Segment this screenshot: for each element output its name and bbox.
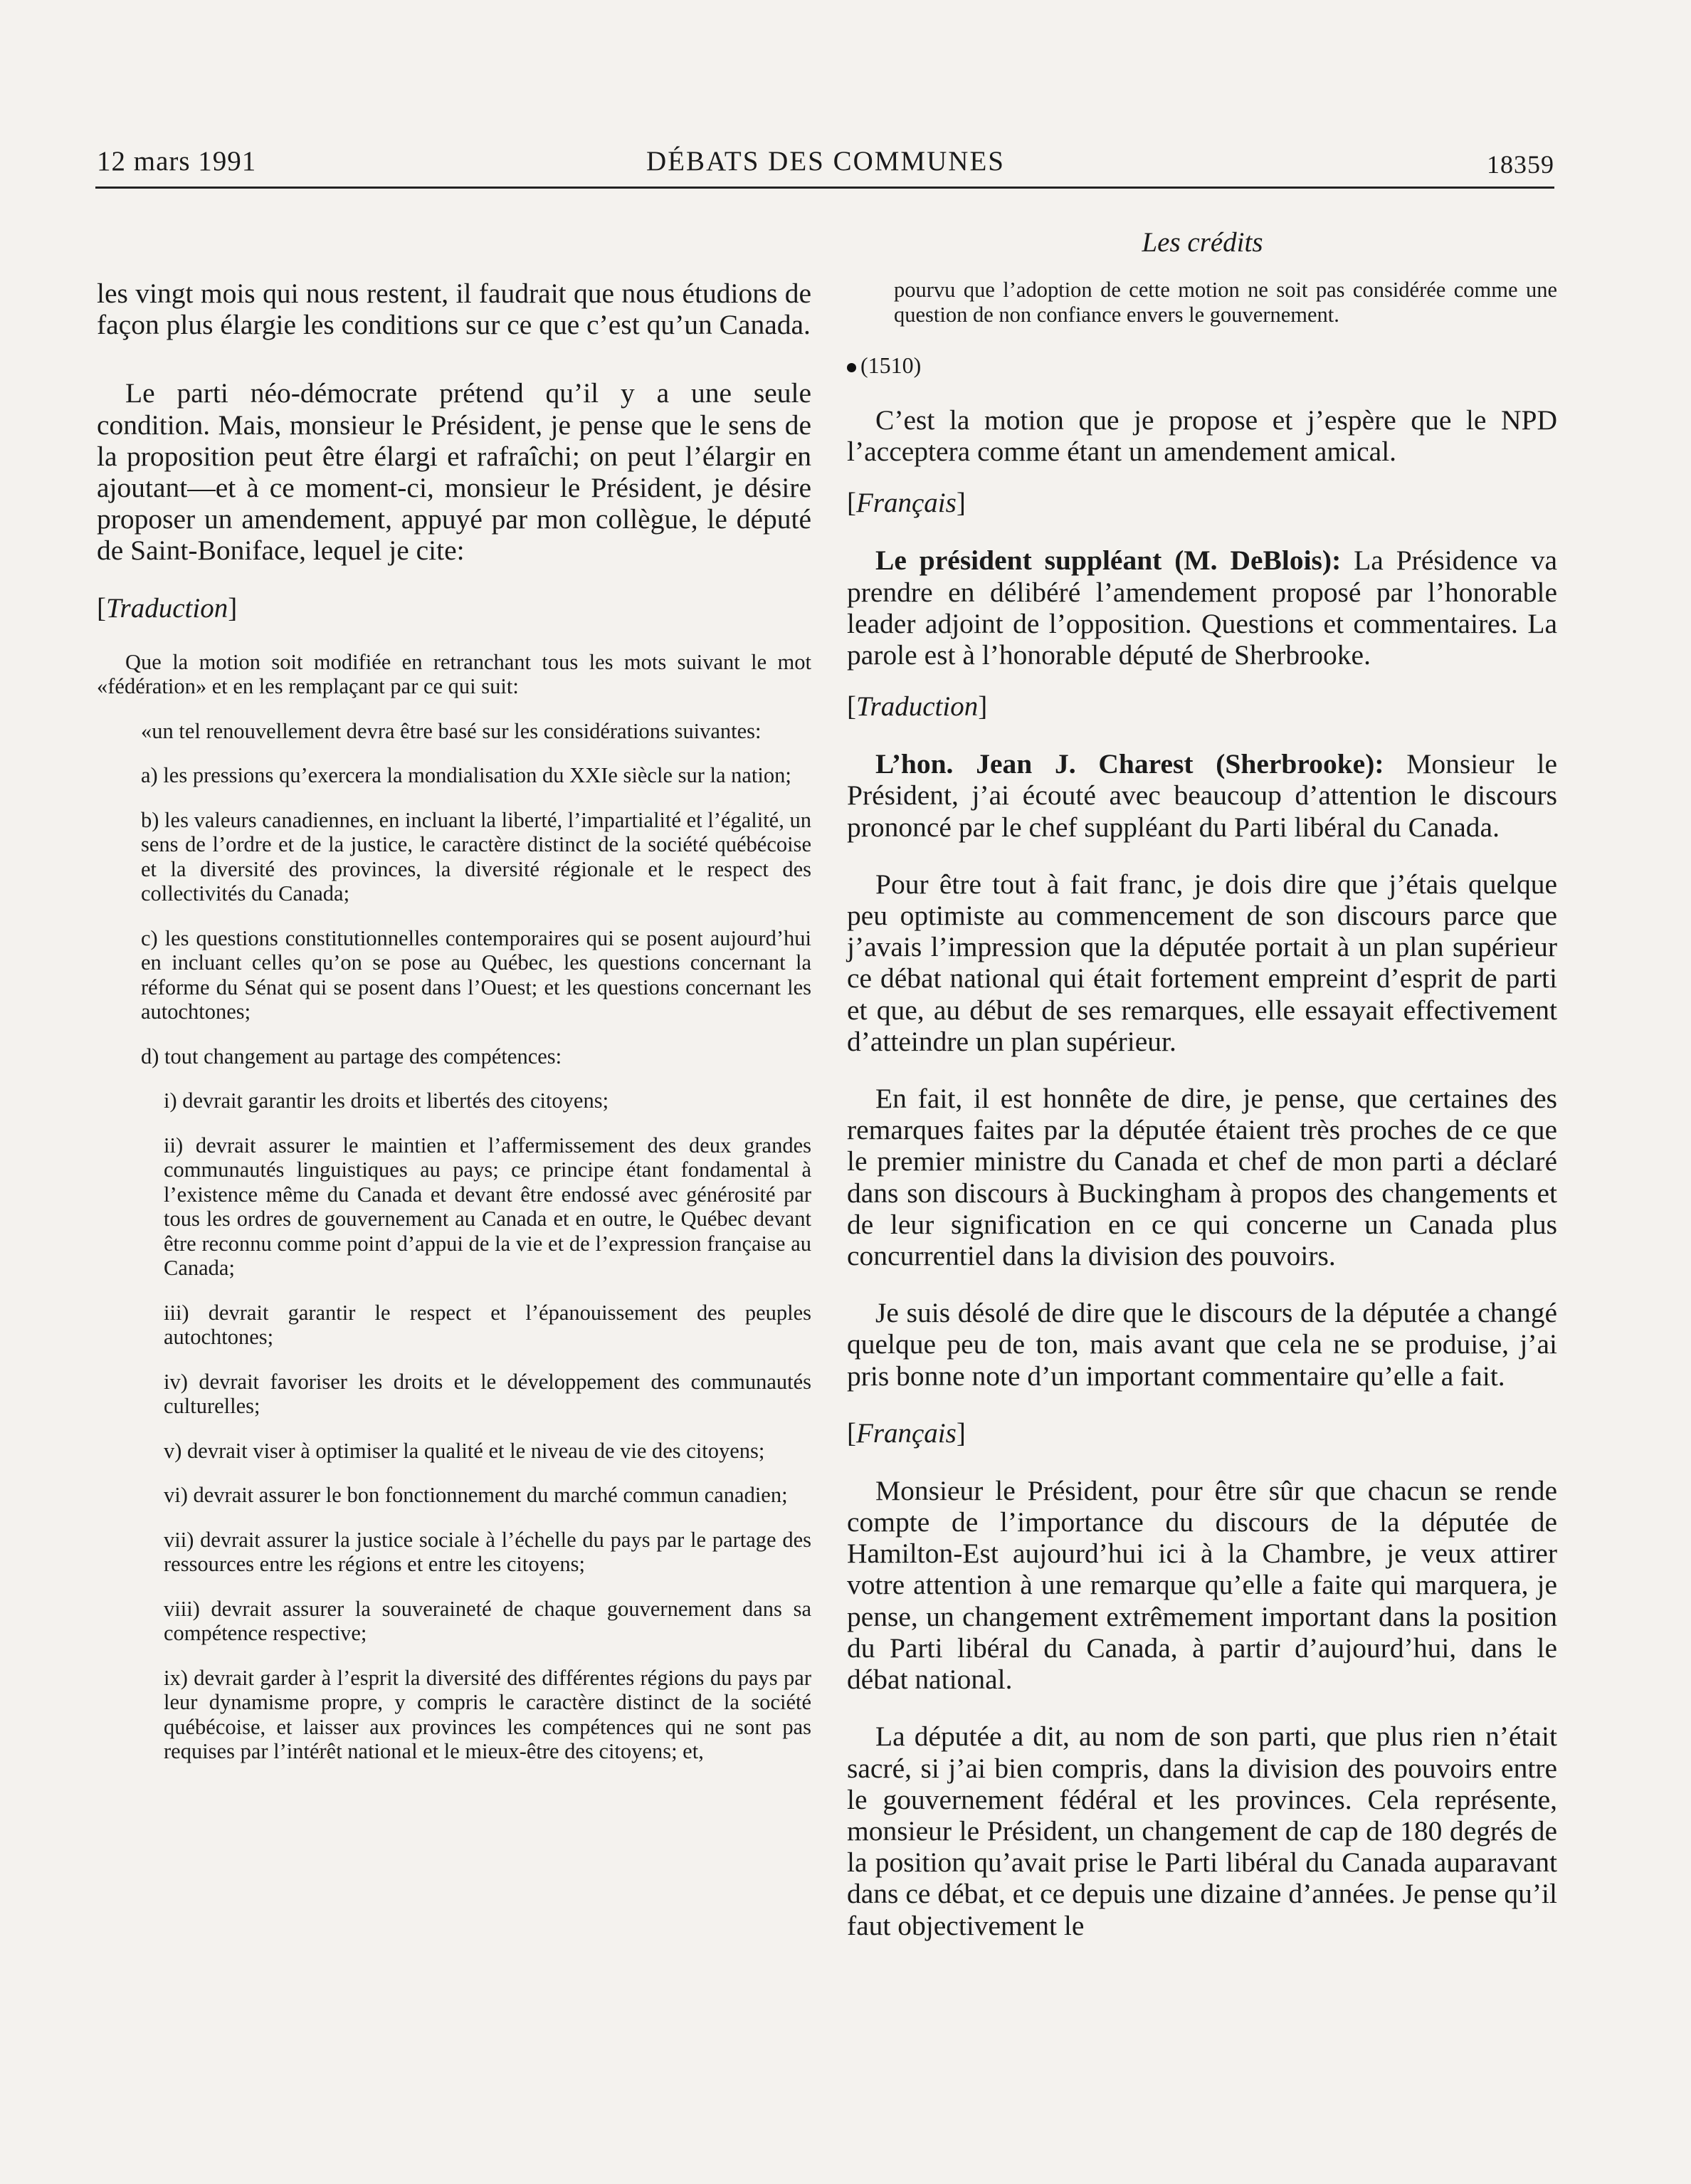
quoted-subclause-i: i) devrait garantir les droits et libertés des citoyens; bbox=[164, 1088, 609, 1113]
right-column bbox=[847, 278, 1557, 1941]
speaker-name: Le président suppléant (M. DeBlois): bbox=[875, 545, 1342, 577]
quoted-clause-a: a) les pressions qu’exercera la mondialisation du XXIe siècle sur la nation; bbox=[141, 763, 791, 788]
quoted-subclause-ii: ii) devrait assurer le maintien et l’affermissement des deux grandes communautés linguistiques au pays; ce principe étant fondamental à l’existence même du Canada et devant être endossé avec générosité par tous les ordres de gouvernement au Canada et en outre, le Québec devant être reconnu comme point d’appui de la vie et de l’expression française au Canada; bbox=[164, 1133, 811, 1281]
running-head: Les crédits bbox=[1142, 227, 1263, 258]
language-marker: [Traduction] bbox=[847, 691, 988, 723]
header-title: DÉBATS DES COMMUNES bbox=[646, 146, 1005, 177]
quoted-subclause-vi: vi) devrait assurer le bon fonctionnement du marché commun canadien; bbox=[164, 1483, 788, 1508]
speaker-paragraph bbox=[847, 748, 1557, 843]
bullet-icon bbox=[847, 363, 856, 372]
paragraph: La députée a dit, au nom de son parti, que plus rien n’était sacré, si j’ai bien compris, dans la division des pouvoirs entre le gouvernement fédéral et les provinces. Cela représente, monsieur le Président, un changement de cap de 180 degrés de la position qu’avait prise le Parti libéral du Canada auparavant dans ce débat, et ce depuis une dizaine d’années. Je pense qu’il faut objectivement le bbox=[847, 1721, 1557, 1941]
time-stamp: (1510) bbox=[860, 352, 922, 378]
paragraph: Le parti néo-démocrate prétend qu’il y a une seule condition. Mais, monsieur le Président, je pense que le sens de la proposition peut être élargi et rafraîchi; on peut l’élargir en ajoutant—et à ce moment-ci, monsieur le Président, je désire proposer un amendement, appuyé par mon collègue, le député de Saint-Boniface, lequel je cite: bbox=[97, 377, 811, 567]
time-marker bbox=[847, 352, 1557, 379]
paragraph: Je suis désolé de dire que le discours de la députée a changé quelque peu de ton, mais avant que cela ne se produise, j’ai pris bonne note d’un important commentaire qu’elle a fait. bbox=[847, 1297, 1557, 1392]
paragraph: Pour être tout à fait franc, je dois dire que j’étais quelque peu optimiste au commencement de son discours parce que j’avais l’impression que la députée portait à un plan supérieur ce débat national qui était fortement empreint d’esprit de parti et que, au début de ses remarques, elle essayait effectivement d’atteindre un plan supérieur. bbox=[847, 868, 1557, 1057]
paragraph: C’est la motion que je propose et j’espère que le NPD l’acceptera comme étant un amendement amical. bbox=[847, 404, 1557, 468]
quoted-motion-intro: Que la motion soit modifiée en retranchant tous les mots suivant le mot «fédération» et en les remplaçant par ce qui suit: bbox=[97, 649, 811, 699]
speaker-paragraph bbox=[847, 545, 1557, 671]
quoted-clause-d: d) tout changement au partage des compétences: bbox=[141, 1044, 562, 1069]
language-marker-label: Traduction bbox=[856, 691, 979, 723]
paragraph: Monsieur le Président, pour être sûr que chacun se rende compte de l’importance du discours de la députée de Hamilton-Est aujourd’hui ici à la Chambre, je veux attirer votre attention à une remarque qu’elle a faite qui marquera, je pense, un changement extrêmement important dans la position du Parti libéral du Canada, à partir d’aujourd’hui, dans le débat national. bbox=[847, 1474, 1557, 1696]
page-header bbox=[97, 145, 1554, 188]
paragraph: En fait, il est honnête de dire, je pense, que certaines des remarques faites par la députée étaient très proches de ce que le premier ministre du Canada et chef de mon parti a déclaré dans son discours à Buckingham à propos des changements et de leur signification en ce qui concerne un Canada plus concurrentiel dans la division des pouvoirs. bbox=[847, 1083, 1557, 1272]
header-page-number: 18359 bbox=[1487, 150, 1554, 179]
paragraph: les vingt mois qui nous restent, il faudrait que nous étudions de façon plus élargie les conditions sur ce que c’est qu’un Canada. bbox=[97, 278, 811, 341]
quoted-subclause-ix: ix) devrait garder à l’esprit la diversité des différentes régions du pays par leur dynamisme propre, y compris le caractère distinct de la société québécoise, et laisser aux provinces les compétences qui ne sont pas requises par l’intérêt national et le mieux-être des citoyens; et, bbox=[164, 1665, 811, 1764]
quoted-subclause-vii: vii) devrait assurer la justice sociale à l’échelle du pays par le partage des ressources entre les régions et entre les citoyens; bbox=[164, 1527, 811, 1577]
quoted-subclause-iii: iii) devrait garantir le respect et l’épanouissement des peuples autochtones; bbox=[164, 1300, 811, 1350]
left-column bbox=[97, 278, 811, 1764]
quoted-subclause-v: v) devrait viser à optimiser la qualité et le niveau de vie des citoyens; bbox=[164, 1438, 765, 1463]
language-marker-label: Français bbox=[856, 1417, 957, 1449]
header-rule bbox=[95, 187, 1554, 189]
quoted-motion-proviso: pourvu que l’adoption de cette motion ne soit pas considérée comme une question de non confiance envers le gouvernement. bbox=[894, 278, 1557, 327]
language-marker-label: Traduction bbox=[106, 592, 228, 624]
speech-text: La Présidence va prendre en délibéré l’amendement proposé par l’honorable leader adjoint de l’opposition. Questions et commentaires. La parole est à l’honorable député de Sherbrooke. bbox=[847, 545, 1558, 671]
quoted-subclause-iv: iv) devrait favoriser les droits et le développement des communautés culturelles; bbox=[164, 1369, 811, 1419]
speech-text: Monsieur le Président, j’ai écouté avec beaucoup d’attention le discours prononcé par le chef suppléant du Parti libéral du Canada. bbox=[847, 748, 1557, 843]
speaker-name: L’hon. Jean J. Charest (Sherbrooke): bbox=[875, 748, 1384, 780]
language-marker: [Français] bbox=[847, 488, 966, 519]
language-marker-label: Français bbox=[856, 488, 957, 519]
quoted-clause-b: b) les valeurs canadiennes, en incluant la liberté, l’impartialité et l’égalité, un sens de l’ordre et de la justice, le caractère distinct de la société québécoise et la diversité des provinces, la diversité régionale et le respect des collectivités du Canada; bbox=[141, 807, 811, 906]
quoted-amendment-open: «un tel renouvellement devra être basé sur les considérations suivantes: bbox=[141, 718, 762, 743]
language-marker: [Français] bbox=[847, 1417, 966, 1449]
language-marker: [Traduction] bbox=[97, 592, 238, 624]
quoted-clause-c: c) les questions constitutionnelles contemporaires qui se posent aujourd’hui en incluant celles qu’on se pose au Québec, les questions concernant la réforme du Sénat qui se posent dans l’Ouest; et les questions concernant les autochtones; bbox=[141, 925, 811, 1024]
quoted-subclause-viii: viii) devrait assurer la souveraineté de chaque gouvernement dans sa compétence respective; bbox=[164, 1596, 811, 1646]
header-date: 12 mars 1991 bbox=[97, 146, 257, 177]
